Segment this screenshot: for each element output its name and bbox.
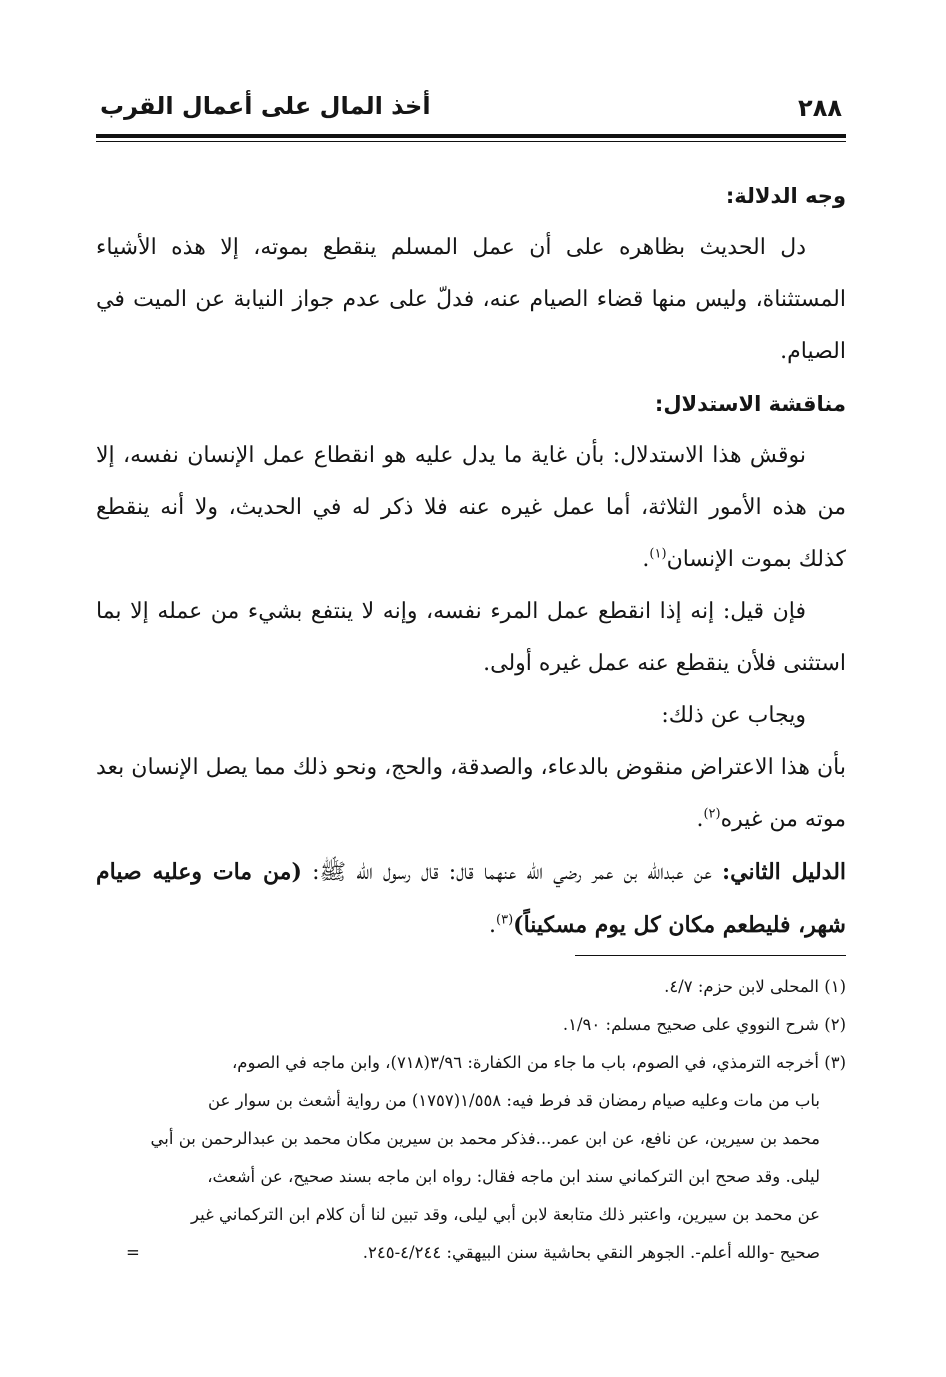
page-header bbox=[96, 88, 846, 128]
paragraph-bianna bbox=[96, 742, 846, 846]
footnote-ref-3: (٣) bbox=[496, 912, 514, 928]
period: . bbox=[489, 913, 497, 938]
header-rule-thick bbox=[96, 134, 846, 138]
footnote-ref-1: (١) bbox=[649, 546, 667, 562]
paragraph-munaqasha-text: نوقش هذا الاستدلال: بأن غاية ما يدل عليه هو انقطاع عمل الإنسان نفسه، إلا من هذه الأمور الثلاثة، أما عمل غيره عنه فلا ذكر له في الحديث، ولا أنه ينقطع كذلك بموت الإنسان bbox=[96, 443, 846, 572]
footnote-3-line-2: باب من مات وعليه صيام رمضان قد فرط فيه: ١/٥٥٨(١٧٥٧) من رواية أشعث بن سوار عن bbox=[207, 1091, 820, 1110]
paragraph-wajh-al-dalala: دل الحديث بظاهره على أن عمل المسلم ينقطع بموته، إلا هذه الأشياء المستثناة، وليس منها قضاء الصيام عنه، فدلّ على عدم جواز النيابة عن الميت في الصيام. bbox=[96, 235, 846, 364]
hadith-text: (من مات وعليه صيام شهر، فليطعم مكان كل يوم مسكيناً) bbox=[96, 859, 846, 938]
footnote-3-line-5: عن محمد بن سيرين، واعتبر ذلك متابعة لابن أبي ليلى، وقد تبين لنا أن كلام ابن التركماني غير bbox=[190, 1205, 820, 1224]
paragraph-dalil-thani bbox=[96, 846, 846, 952]
footnote-3-line-4: ليلى. وقد صحح ابن التركماني سند ابن ماجه فقال: رواه ابن ماجه بسند صحيح، عن أشعث، bbox=[207, 1167, 820, 1186]
running-title: أخذ المال على أعمال القرب bbox=[100, 92, 431, 120]
header-rule-thin bbox=[96, 141, 846, 142]
period: . bbox=[642, 547, 650, 572]
dalil-thani-text: عن عبدالله بن عمر رضي الله عنهما قال: قال رسول الله ﷺ: bbox=[312, 860, 712, 885]
page-number: ٢٨٨ bbox=[798, 94, 842, 122]
footnote-2: (٢) شرح النووي على صحيح مسلم: ١/٩٠. bbox=[562, 1015, 846, 1034]
footnote-3-last-row bbox=[96, 1234, 846, 1272]
footnote-1: (١) المحلى لابن حزم: ٤/٧. bbox=[664, 977, 846, 996]
heading-munaqasha: مناقشة الاستدلال: bbox=[654, 392, 846, 416]
paragraph-fa-in-qil: فإن قيل: إنه إذا انقطع عمل المرء نفسه، وإنه لا ينتفع بشيء من عمله إلا بما استثنى فلأن ينقطع عنه عمل غيره أولى. bbox=[96, 599, 846, 676]
footnote-3-line-6: صحيح -والله أعلم-. الجوهر النقي بحاشية سنن البيهقي: ٤/٢٤٤-٢٤٥. bbox=[362, 1243, 820, 1262]
footnote-separator bbox=[575, 955, 846, 956]
footnote-ref-2: (٢) bbox=[703, 806, 721, 822]
paragraph-bianna-text: بأن هذا الاعتراض منقوض بالدعاء، والصدقة، والحج، ونحو ذلك مما يصل الإنسان بعد موته من غيره bbox=[96, 755, 846, 832]
main-body bbox=[96, 170, 846, 952]
paragraph-yujab: ويجاب عن ذلك: bbox=[661, 703, 806, 728]
heading-wajh-al-dalala: وجه الدلالة: bbox=[725, 184, 846, 208]
continuation-mark: = bbox=[126, 1243, 140, 1262]
footnote-3-line-1: (٣) أخرجه الترمذي، في الصوم، باب ما جاء من الكفارة: ٣/٩٦(٧١٨)، وابن ماجه في الصوم، bbox=[231, 1053, 846, 1072]
footnotes bbox=[96, 968, 846, 1272]
period: . bbox=[696, 807, 704, 832]
paragraph-munaqasha bbox=[96, 430, 846, 586]
footnote-3-line-3: محمد بن سيرين، عن نافع، عن ابن عمر...فذكر محمد بن سيرين مكان محمد بن عبدالرحمن بن أبي bbox=[150, 1129, 820, 1148]
dalil-thani-label: الدليل الثاني: bbox=[722, 859, 847, 885]
